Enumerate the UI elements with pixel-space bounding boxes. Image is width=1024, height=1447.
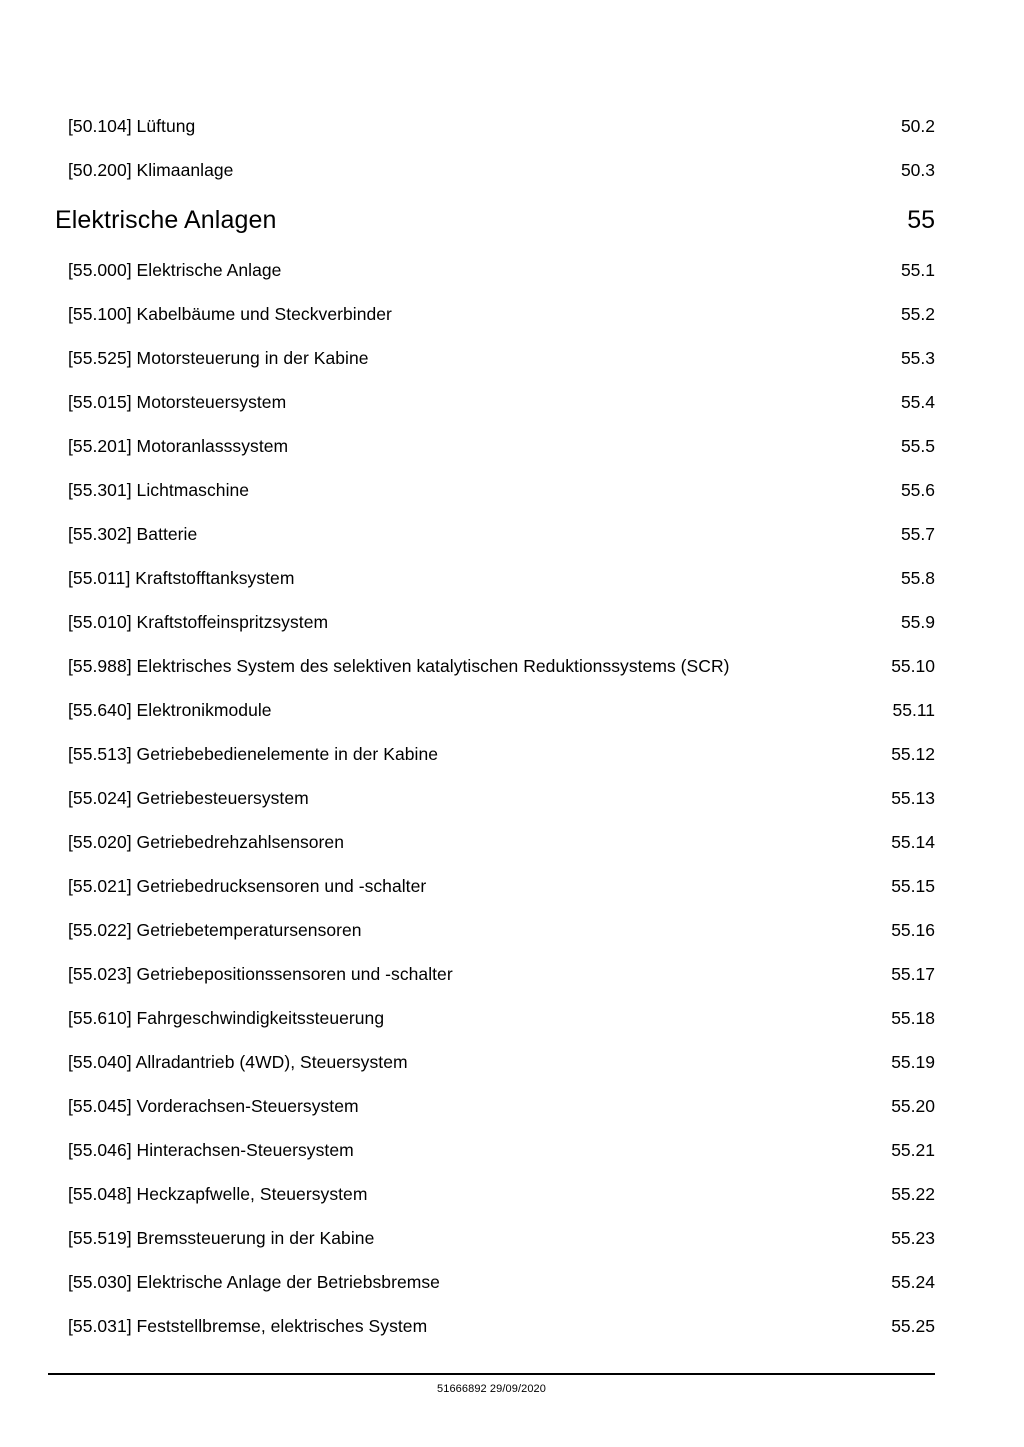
toc-dot-leader	[249, 480, 878, 496]
toc-dot-leader	[359, 1096, 878, 1112]
toc-dot-leader	[369, 348, 878, 364]
toc-dot-leader	[334, 612, 878, 628]
toc-entry-title: [55.023] Getriebepositionssensoren und -schalter	[68, 964, 453, 984]
toc-page-number: 55	[907, 206, 935, 234]
toc-page-number: 50.2	[900, 116, 935, 136]
toc-entry-title: [55.519] Bremssteuerung in der Kabine	[68, 1228, 375, 1248]
toc-page-number: 50.3	[900, 160, 935, 180]
toc-page-number: 55.7	[900, 524, 935, 544]
toc-page-number: 55.19	[891, 1052, 935, 1072]
toc-dot-leader	[197, 524, 878, 540]
footer-divider	[48, 1373, 935, 1375]
toc-entry-title: [55.010] Kraftstoffeinspritzsystem	[68, 612, 329, 632]
toc-dot-leader	[272, 700, 878, 716]
toc-entry[interactable]	[0, 1216, 1024, 1260]
toc-page-number: 55.6	[900, 480, 935, 500]
toc-dot-leader	[286, 392, 878, 408]
toc-dot-leader	[398, 304, 878, 320]
toc-entry-title: [55.610] Fahrgeschwindigkeitssteuerung	[68, 1008, 385, 1028]
toc-entry-title: [55.302] Batterie	[68, 524, 198, 544]
toc-entry[interactable]	[0, 732, 1024, 776]
toc-entry[interactable]	[0, 1040, 1024, 1084]
toc-dot-leader	[368, 920, 878, 936]
toc-page-number: 55.9	[900, 612, 935, 632]
toc-entry[interactable]	[0, 908, 1024, 952]
toc-entry[interactable]	[0, 688, 1024, 732]
toc-dot-leader	[374, 1228, 878, 1244]
toc-page-number: 55.15	[891, 876, 935, 896]
toc-dot-leader	[233, 160, 878, 176]
toc-dot-leader	[367, 1184, 878, 1200]
footer-text: 51666892 29/09/2020	[437, 1383, 546, 1395]
toc-entry[interactable]	[0, 776, 1024, 820]
toc-page-number: 55.2	[900, 304, 935, 324]
toc-entry[interactable]	[0, 1260, 1024, 1304]
table-of-contents	[0, 104, 1024, 1348]
toc-dot-leader	[427, 1316, 878, 1332]
toc-entry-title: [55.045] Vorderachsen-Steuersystem	[68, 1096, 359, 1116]
toc-entry-title: [55.020] Getriebedrehzahlsensoren	[68, 832, 345, 852]
toc-page-number: 55.22	[891, 1184, 935, 1204]
toc-entry-title: [55.040] Allradantrieb (4WD), Steuersystem	[68, 1052, 408, 1072]
toc-entry[interactable]	[0, 556, 1024, 600]
toc-entry[interactable]	[0, 104, 1024, 148]
toc-page-number: 55.11	[892, 700, 935, 720]
toc-entry[interactable]	[0, 248, 1024, 292]
toc-page-number: 55.16	[891, 920, 935, 940]
toc-dot-leader	[459, 964, 878, 980]
toc-entry[interactable]	[0, 148, 1024, 192]
toc-section-heading[interactable]	[0, 192, 1024, 248]
toc-entry-title: [55.046] Hinterachsen-Steuersystem	[68, 1140, 354, 1160]
toc-entry-title: [55.640] Elektronikmodule	[68, 700, 272, 720]
toc-dot-leader	[294, 568, 878, 584]
toc-entry-title: [50.200] Klimaanlage	[68, 160, 234, 180]
toc-dot-leader	[287, 260, 878, 276]
toc-entry[interactable]	[0, 292, 1024, 336]
toc-page-number: 55.20	[891, 1096, 935, 1116]
toc-dot-leader	[282, 212, 882, 228]
toc-entry-title: [55.525] Motorsteuerung in der Kabine	[68, 348, 369, 368]
toc-entry-title: [55.011] Kraftstofftanksystem	[68, 568, 295, 588]
toc-entry-title: [50.104] Lüftung	[68, 116, 196, 136]
toc-entry-title: [55.000] Elektrische Anlage	[68, 260, 282, 280]
toc-page-number: 55.12	[891, 744, 935, 764]
toc-dot-leader	[444, 744, 878, 760]
toc-entry[interactable]	[0, 1128, 1024, 1172]
toc-dot-leader	[414, 1052, 878, 1068]
toc-page-number: 55.13	[891, 788, 935, 808]
toc-entry-title: [55.201] Motoranlasssystem	[68, 436, 289, 456]
toc-dot-leader	[390, 1008, 878, 1024]
toc-page-number: 55.14	[891, 832, 935, 852]
toc-page-number: 55.23	[891, 1228, 935, 1248]
toc-entry-title: [55.513] Getriebebedienelemente in der Kabine	[68, 744, 439, 764]
toc-dot-leader	[736, 656, 878, 672]
toc-page-number: 55.10	[891, 656, 935, 676]
toc-entry-title: [55.030] Elektrische Anlage der Betriebsbremse	[68, 1272, 440, 1292]
toc-entry[interactable]	[0, 644, 1024, 688]
toc-dot-leader	[195, 116, 878, 132]
toc-entry-title: [55.022] Getriebetemperatursensoren	[68, 920, 362, 940]
toc-page-number: 55.3	[900, 348, 935, 368]
toc-page-number: 55.25	[891, 1316, 935, 1336]
toc-entry-title: [55.021] Getriebedrucksensoren und -schalter	[68, 876, 427, 896]
toc-dot-leader	[426, 876, 878, 892]
toc-entry-title: [55.024] Getriebesteuersystem	[68, 788, 309, 808]
toc-entry-title: [55.031] Feststellbremse, elektrisches System	[68, 1316, 428, 1336]
toc-entry[interactable]	[0, 1172, 1024, 1216]
toc-entry[interactable]	[0, 380, 1024, 424]
toc-entry[interactable]	[0, 1084, 1024, 1128]
toc-entry-title: [55.988] Elektrisches System des selektiven katalytischen Reduktionssystems (SCR)	[68, 656, 730, 676]
toc-page-number: 55.4	[900, 392, 935, 412]
toc-page-number: 55.1	[900, 260, 935, 280]
toc-entry[interactable]	[0, 468, 1024, 512]
toc-entry[interactable]	[0, 336, 1024, 380]
toc-dot-leader	[440, 1272, 878, 1288]
toc-entry[interactable]	[0, 820, 1024, 864]
toc-entry[interactable]	[0, 424, 1024, 468]
toc-page-number: 55.8	[900, 568, 935, 588]
toc-dot-leader	[294, 436, 878, 452]
page-footer	[0, 1361, 1024, 1447]
toc-page-number: 55.21	[891, 1140, 935, 1160]
toc-entry-title: [55.301] Lichtmaschine	[68, 480, 250, 500]
toc-entry[interactable]	[0, 996, 1024, 1040]
toc-entry[interactable]	[0, 952, 1024, 996]
toc-entry-title: [55.015] Motorsteuersystem	[68, 392, 287, 412]
toc-page-number: 55.17	[891, 964, 935, 984]
toc-entry[interactable]	[0, 864, 1024, 908]
toc-page-number: 55.5	[900, 436, 935, 456]
toc-dot-leader	[309, 788, 878, 804]
toc-entry[interactable]	[0, 1304, 1024, 1348]
toc-page-number: 55.18	[891, 1008, 935, 1028]
toc-page-number: 55.24	[891, 1272, 935, 1292]
toc-entry-title: Elektrische Anlagen	[55, 206, 277, 234]
toc-dot-leader	[354, 1140, 878, 1156]
toc-entry[interactable]	[0, 512, 1024, 556]
toc-entry-title: [55.100] Kabelbäume und Steckverbinder	[68, 304, 392, 324]
toc-dot-leader	[344, 832, 878, 848]
toc-entry-title: [55.048] Heckzapfwelle, Steuersystem	[68, 1184, 368, 1204]
toc-entry[interactable]	[0, 600, 1024, 644]
